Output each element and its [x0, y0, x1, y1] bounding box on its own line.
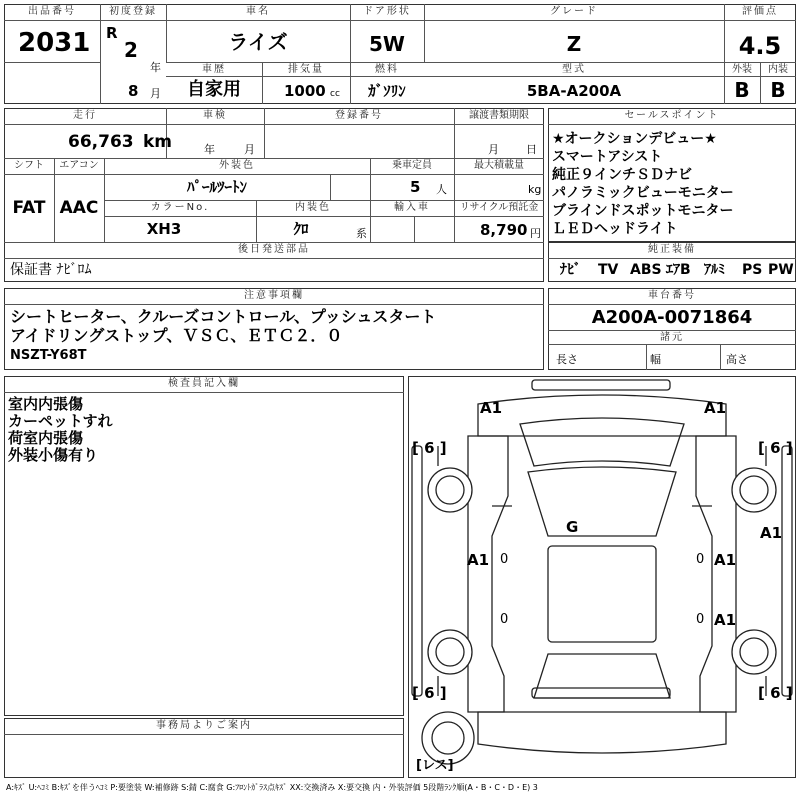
equipment-navi: ﾅﾋﾞ	[560, 262, 581, 278]
zero-mark: 0	[500, 612, 509, 627]
width-label: 幅	[650, 353, 661, 366]
damage-mark-a1: A1	[714, 551, 737, 569]
door-label: ドア形状	[363, 6, 411, 17]
inspector-note: 室内内張傷	[8, 395, 84, 413]
inspection-label: 車検	[203, 110, 227, 121]
mileage-unit: km	[143, 132, 173, 152]
dims-label: 諸元	[660, 332, 684, 343]
model-label: 型式	[562, 64, 586, 75]
inspection-year-unit: 年	[204, 143, 215, 156]
zero-mark: 0	[696, 552, 705, 567]
equipment-airbag: ｴｱB	[666, 262, 691, 278]
score: 4.5	[738, 32, 782, 60]
zero-mark: 0	[500, 552, 509, 567]
year-unit: 年	[150, 61, 161, 74]
month-unit: 月	[150, 87, 161, 100]
displacement-label: 排気量	[288, 64, 324, 75]
displacement-unit: cc	[330, 89, 340, 99]
ext-color: ﾊﾟｰﾙﾂｰﾄﾝ	[186, 178, 247, 196]
length-label: 長さ	[556, 353, 578, 366]
damage-mark-g: G	[566, 518, 579, 536]
history-label: 車歴	[202, 64, 226, 75]
notes-line: シートヒーター、クルーズコントロール、プッシュスタート	[10, 307, 437, 326]
notes-line: NSZT-Y68T	[10, 348, 87, 363]
fuel-label: 燃料	[375, 64, 399, 75]
car-damage-diagram	[408, 376, 796, 778]
tire-depth-rear-left: [ 6 ]	[412, 684, 447, 702]
transfer-day: 日	[526, 143, 537, 156]
inspector-label: 検査員記入欄	[168, 378, 240, 389]
capacity-unit: 人	[436, 183, 447, 196]
model: 5BA-A200A	[526, 82, 622, 100]
sales-point-item: ★オークションデビュー★	[552, 131, 717, 147]
inspector-note: 外装小傷有り	[8, 446, 99, 464]
color-no-label: カラーNo.	[150, 202, 210, 213]
damage-mark-a1: A1	[480, 399, 503, 417]
grade: Z	[566, 32, 582, 56]
equipment-tv: TV	[598, 262, 619, 278]
shift-label: シフト	[14, 160, 44, 171]
inspection-month-unit: 月	[244, 143, 255, 156]
chassis-label: 車台番号	[648, 290, 696, 301]
equipment-label: 純正装備	[648, 244, 696, 255]
shift: FAT	[12, 198, 46, 218]
recycle: 8,790	[480, 221, 528, 239]
later-parts-label: 後日発送部品	[238, 244, 310, 255]
equipment-abs: ABS	[630, 262, 662, 278]
grade-label: グレード	[550, 6, 598, 17]
sales-point-item: スマートアシスト	[552, 149, 663, 165]
fuel: ｶﾞｿﾘﾝ	[368, 82, 406, 100]
ac: AAC	[59, 198, 99, 218]
tire-depth-rear-right: [ 6 ]	[758, 684, 793, 702]
inspector-note: 荷室内張傷	[8, 429, 84, 447]
equipment-alloy: ｱﾙﾐ	[704, 262, 725, 278]
sales-point-item: ブラインドスポットモニター	[552, 203, 734, 219]
spare-tire-status: [レス]	[416, 758, 454, 773]
damage-mark-a1: A1	[760, 524, 783, 542]
ac-label: エアコン	[59, 160, 99, 171]
reg-no-label: 登録番号	[335, 110, 383, 121]
ext-grade: B	[734, 78, 750, 102]
sales-points-label: セールスポイント	[624, 110, 720, 121]
car-name: ライズ	[228, 30, 288, 54]
chassis-number: A200A-0071864	[591, 307, 753, 328]
transfer-label: 譲渡書類期限	[469, 110, 529, 121]
reg-year: 2	[124, 38, 138, 62]
tire-depth-front-right: [ 6 ]	[758, 439, 793, 457]
sales-point-item: ＬＥＤヘッドライト	[552, 221, 678, 237]
door-type: 5W	[369, 32, 405, 56]
reg-month: 8	[128, 82, 139, 100]
lot-number: 2031	[18, 28, 91, 58]
sales-point-item: 純正９インチＳＤナビ	[552, 167, 692, 183]
sales-point-item: パノラミックビューモニター	[552, 185, 734, 201]
equipment-ps: PS	[742, 262, 763, 278]
int-color-unit: 系	[356, 227, 367, 240]
capacity: 5	[410, 178, 421, 196]
damage-mark-a1: A1	[467, 551, 490, 569]
later-parts: 保証書 ﾅﾋﾞﾛﾑ	[10, 262, 92, 278]
mileage: 66,763	[68, 132, 134, 152]
zero-mark: 0	[696, 612, 705, 627]
int-grade: B	[770, 78, 786, 102]
int-grade-label: 内装	[768, 64, 788, 75]
displacement: 1000	[284, 82, 326, 100]
notes-line: アイドリングストップ、ＶＳＣ、ＥＴＣ２．０	[10, 326, 343, 345]
lot-label: 出品番号	[28, 6, 76, 17]
equipment-pw: PW	[768, 262, 794, 278]
mileage-label: 走行	[73, 110, 97, 121]
capacity-label: 乗車定員	[392, 160, 432, 171]
height-label: 高さ	[726, 353, 748, 366]
inspector-note: カーペットすれ	[8, 412, 113, 430]
era: R	[106, 24, 118, 42]
transfer-month: 月	[488, 143, 499, 156]
ext-color-label: 外装色	[219, 160, 255, 171]
color-no: XH3	[146, 220, 182, 238]
max-load-label: 最大積載量	[474, 160, 524, 171]
legend: A:ｷｽﾞ U:ﾍｺﾐ B:ｷｽﾞを伴うﾍｺﾐ P:要塗装 W:補修跡 S:錆 C:腐食 G:ﾌﾛﾝﾄｶﾞﾗｽ点ｷｽﾞ XX:交換済み X:要交換 内・外装評価 5段階ﾗﾝｸ順(A・B・C・D・E) 3	[6, 783, 538, 792]
history: 自家用	[187, 79, 241, 100]
max-load-unit: kg	[528, 183, 542, 196]
recycle-label: リサイクル預託金	[459, 202, 539, 213]
office-label: 事務局よりご案内	[156, 720, 252, 731]
ext-grade-label: 外装	[732, 64, 752, 75]
name-label: 車名	[246, 6, 270, 17]
recycle-unit: 円	[530, 227, 541, 240]
notes-label: 注意事項欄	[244, 290, 304, 301]
import-label: 輸入車	[394, 202, 430, 213]
tire-depth-front-left: [ 6 ]	[412, 439, 447, 457]
damage-mark-a1: A1	[714, 611, 737, 629]
score-label: 評価点	[742, 6, 778, 17]
int-color-label: 内装色	[295, 202, 331, 213]
int-color: ｸﾛ	[293, 220, 309, 238]
damage-mark-a1: A1	[704, 399, 727, 417]
first-reg-label: 初度登録	[109, 6, 157, 17]
